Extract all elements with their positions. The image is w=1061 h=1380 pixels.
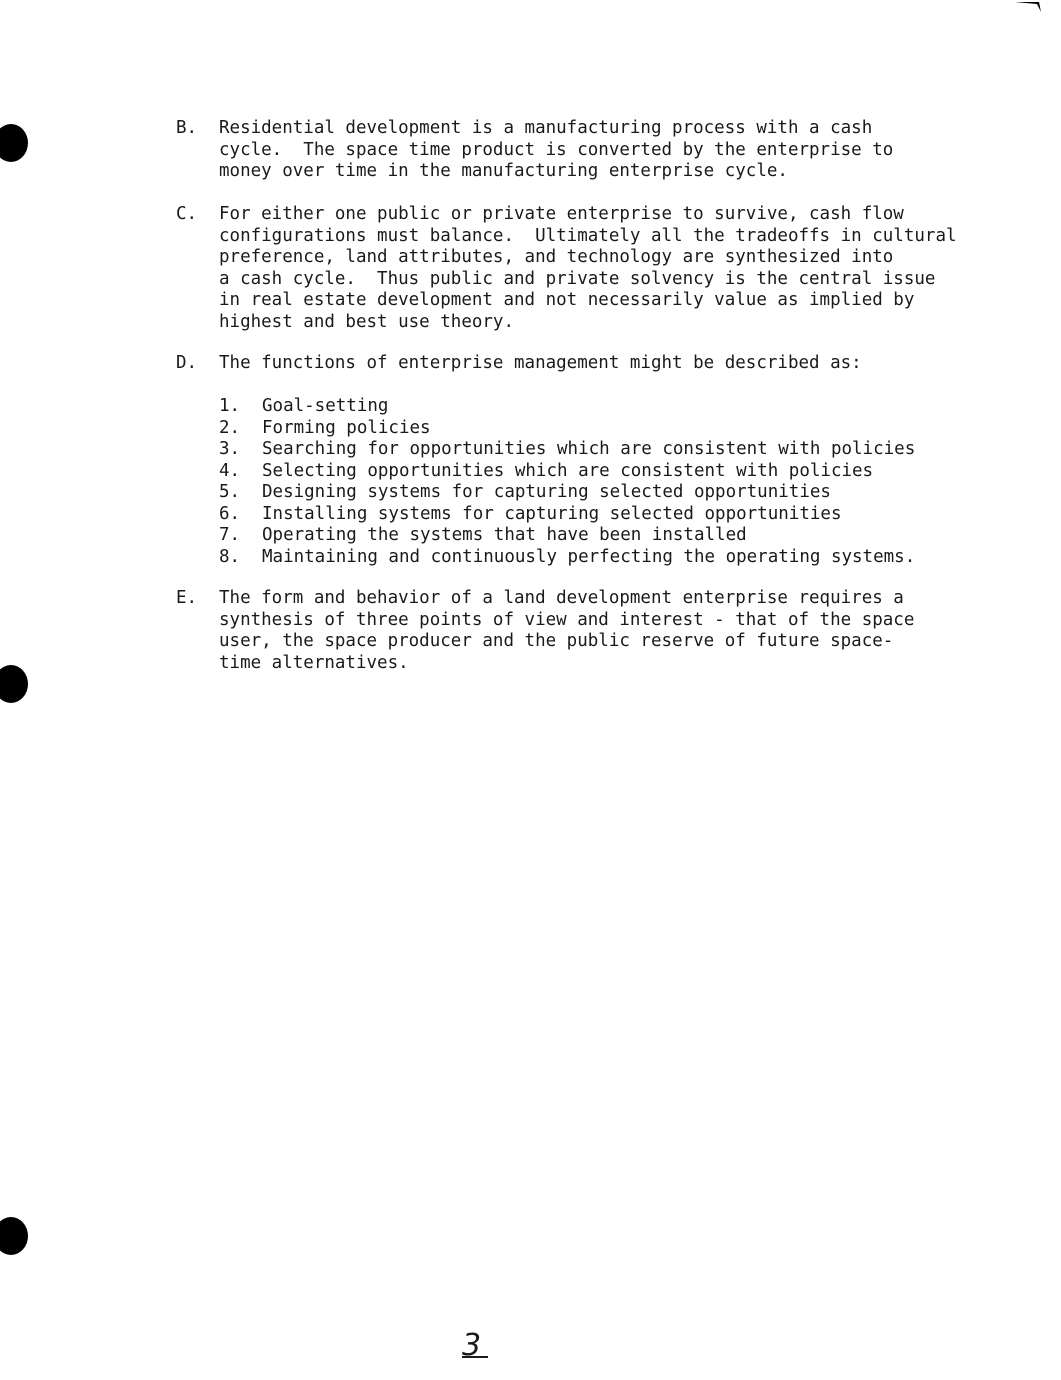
list-item: [219, 418, 999, 440]
functions-list: [219, 396, 999, 568]
list-item: [219, 547, 999, 569]
list-item-number: 6.: [219, 503, 241, 524]
list-item-text: Installing systems for capturing selected opportunities: [262, 503, 842, 524]
list-item: [219, 396, 999, 418]
paragraph-line: synthesis of three points of view and interest - that of the space: [219, 609, 915, 630]
list-item: [219, 439, 999, 461]
punch-hole-bottom: [0, 1217, 28, 1255]
list-item-text: Selecting opportunities which are consistent with policies: [262, 460, 874, 481]
paragraph-line: cycle. The space time product is converted by the enterprise to: [219, 139, 894, 160]
paragraph-line: in real estate development and not necessarily value as implied by: [219, 290, 915, 310]
list-item-number: 2.: [219, 417, 241, 438]
paragraph-e: [176, 588, 996, 674]
paragraph-line: The form and behavior of a land development enterprise requires a: [219, 588, 904, 608]
paragraph-line: a cash cycle. Thus public and private solvency is the central issue: [219, 268, 936, 289]
paragraph-line: user, the space producer and the public reserve of future space-: [219, 631, 894, 651]
list-item-number: 8.: [219, 546, 241, 567]
list-item-number: 3.: [219, 439, 241, 459]
punch-hole-middle: [0, 665, 28, 703]
page-number: 3: [462, 1328, 482, 1363]
list-item-text: Operating the systems that have been installed: [262, 525, 747, 545]
list-item-number: 7.: [219, 525, 241, 545]
list-item-number: 1.: [219, 396, 241, 416]
list-item-number: 4.: [219, 460, 241, 481]
list-item-text: Designing systems for capturing selected opportunities: [262, 482, 831, 502]
paragraph-b: [176, 118, 996, 183]
list-item-number: 5.: [219, 482, 241, 502]
list-item-text: Maintaining and continuously perfecting the operating systems.: [262, 546, 916, 567]
list-item: [219, 482, 999, 504]
paragraph-line: The functions of enterprise management might be described as:: [219, 353, 862, 373]
paragraph-line: time alternatives.: [219, 652, 409, 673]
paragraph-line: Residential development is a manufacturing process with a cash: [219, 118, 873, 138]
paragraph-d: [176, 353, 996, 375]
paragraph-letter: D.: [176, 353, 198, 373]
punch-hole-top: [0, 124, 28, 162]
list-item: [219, 504, 999, 526]
paragraph-line: preference, land attributes, and technology are synthesized into: [219, 247, 894, 267]
list-item: [219, 525, 999, 547]
corner-mark: [1015, 0, 1043, 14]
paragraph-line: For either one public or private enterprise to survive, cash flow: [219, 204, 904, 224]
paragraph-letter: B.: [176, 118, 198, 138]
paragraph-line: highest and best use theory.: [219, 311, 515, 332]
paragraph-letter: C.: [176, 204, 198, 224]
paragraph-line: money over time in the manufacturing enterprise cycle.: [219, 161, 788, 181]
paragraph-line: configurations must balance. Ultimately all the tradeoffs in cultural: [219, 225, 957, 246]
list-item-text: Forming policies: [262, 417, 431, 438]
paragraph-c: [176, 204, 996, 333]
list-item-text: Goal-setting: [262, 396, 389, 416]
paragraph-letter: E.: [176, 588, 198, 608]
list-item: [219, 461, 999, 483]
list-item-text: Searching for opportunities which are consistent with policies: [262, 439, 916, 459]
